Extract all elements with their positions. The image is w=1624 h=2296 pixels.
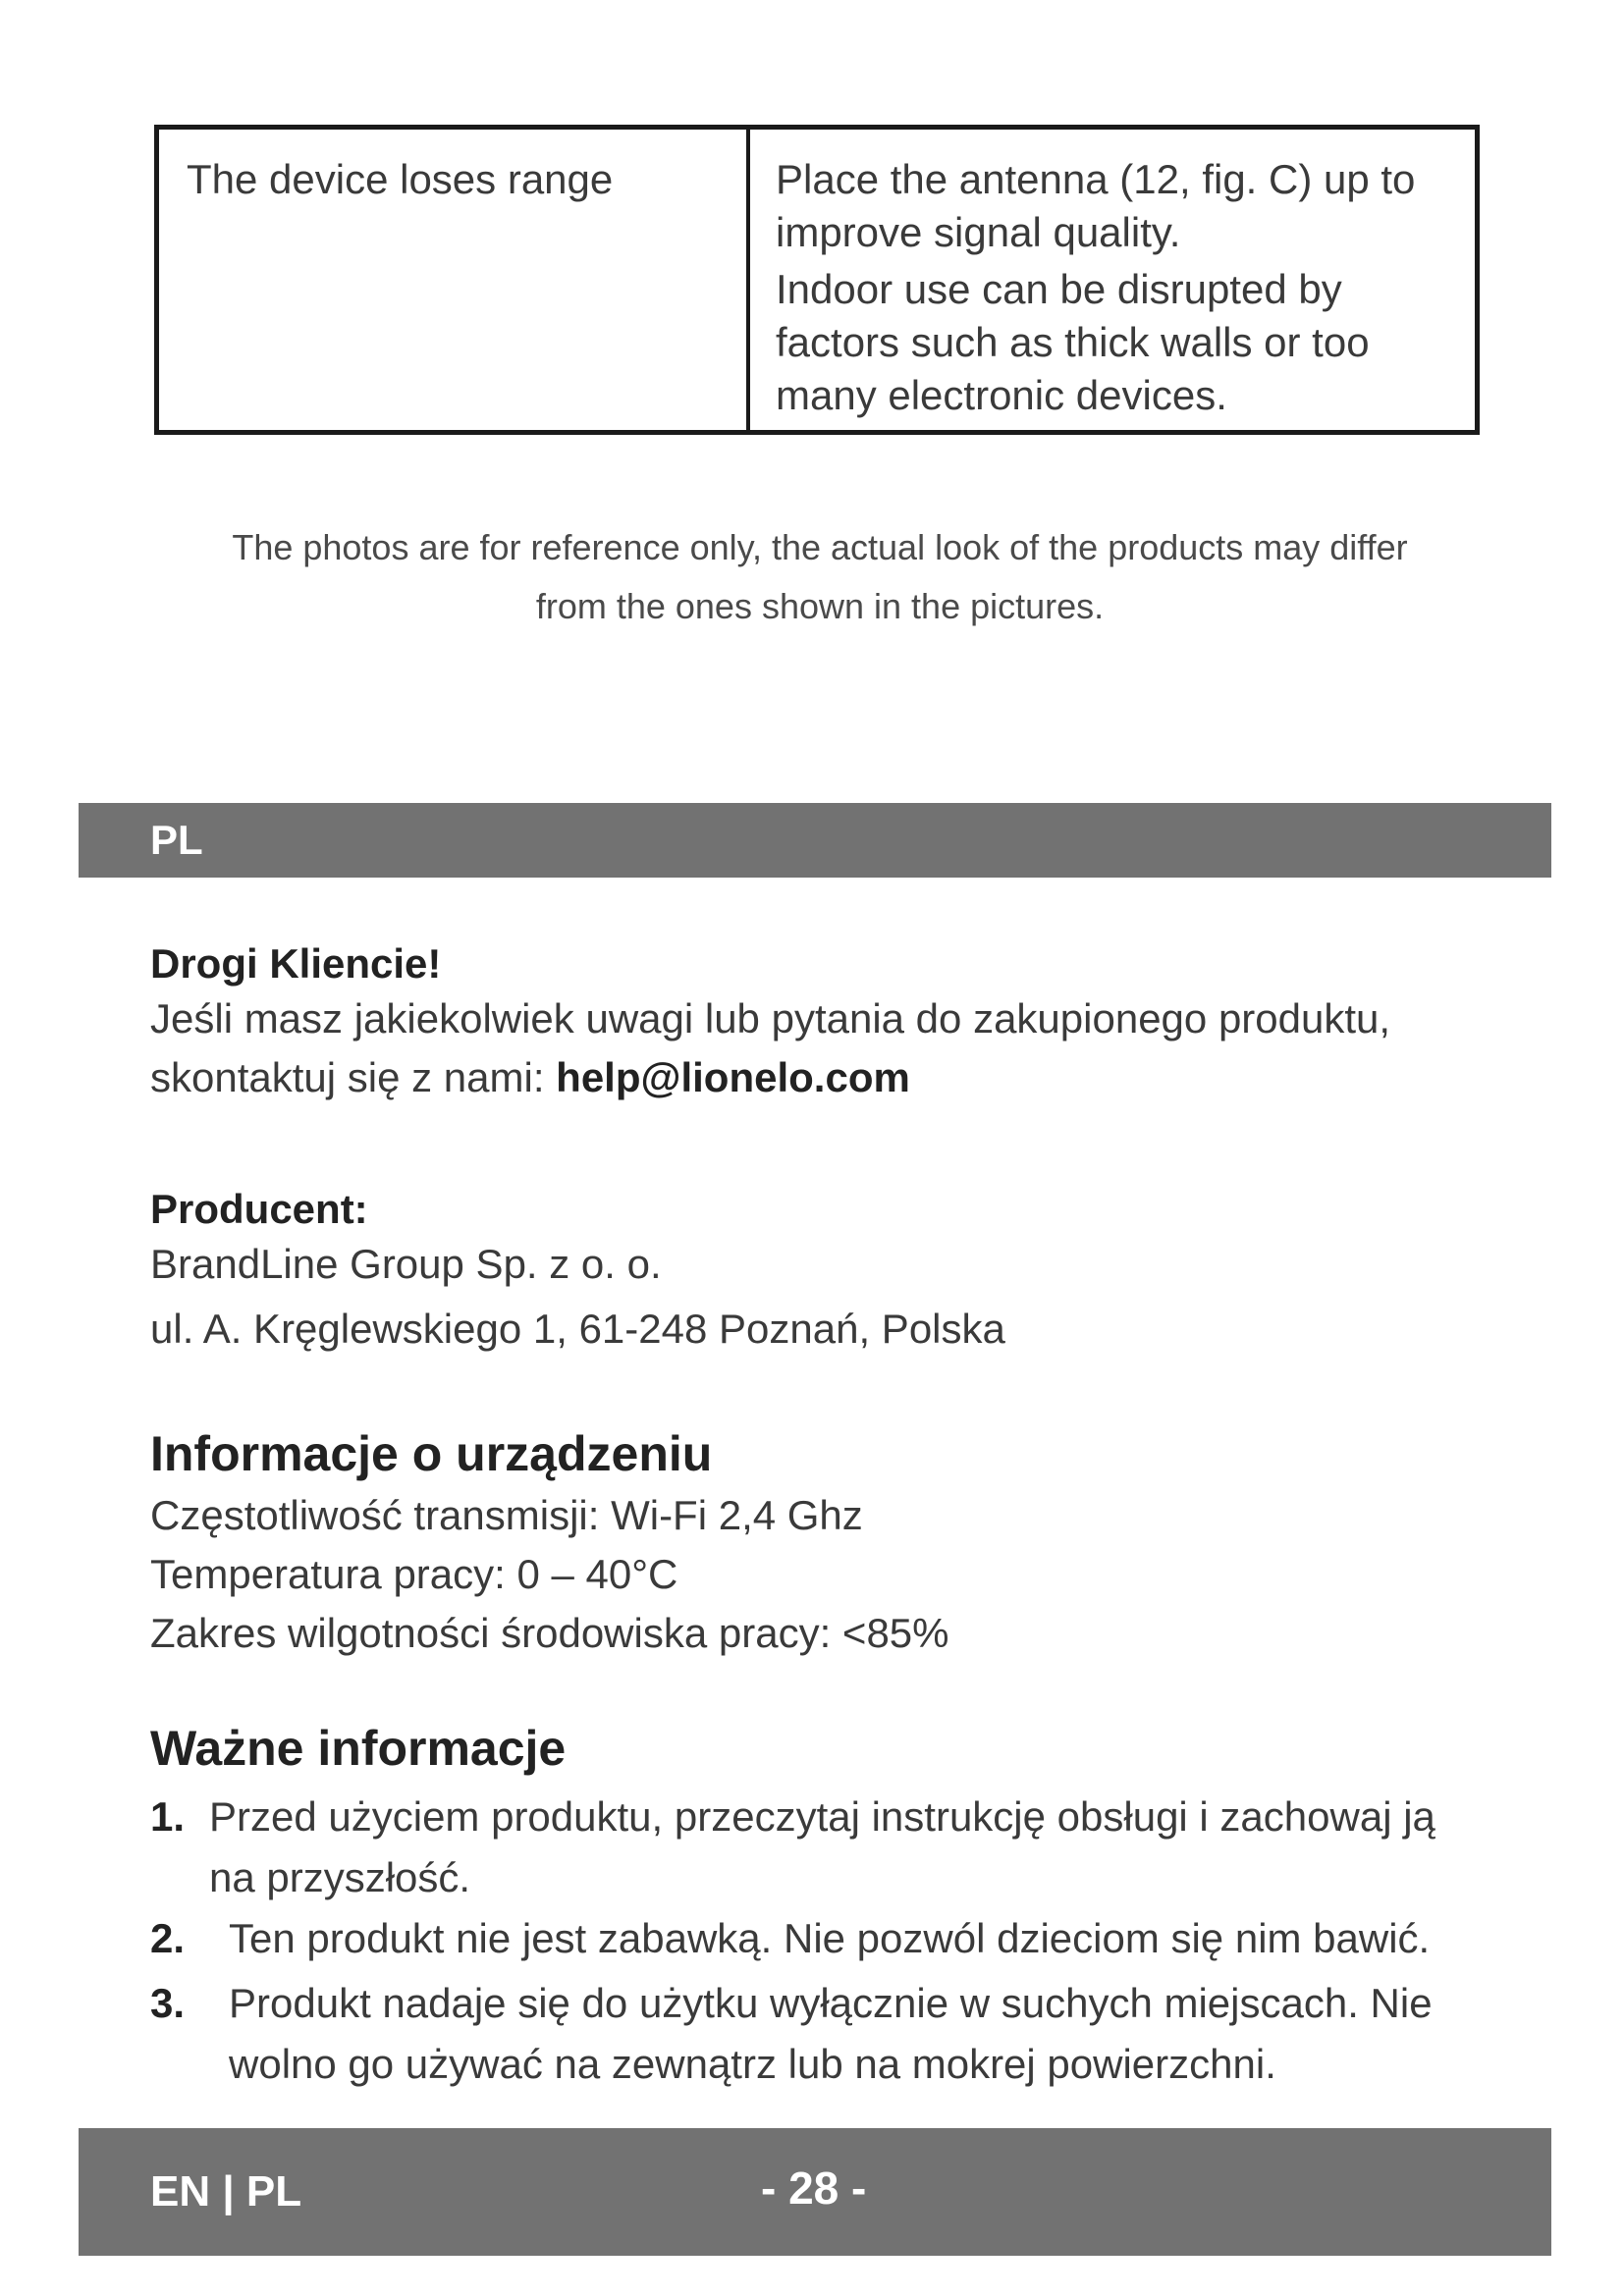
footer-bar: [79, 2128, 1551, 2256]
producer-block: [150, 1186, 1525, 1359]
troubleshooting-table: [154, 125, 1480, 435]
list-number: 1.: [150, 1793, 186, 1840]
table-column-divider: [746, 130, 750, 430]
important-title: Ważne informacje: [150, 1721, 567, 1776]
footer-language: EN | PL: [150, 2167, 302, 2216]
list-text-content: Przed użyciem produktu, przeczytaj instrukcję obsługi i zachowaj ją na przyszłość.: [209, 1793, 1435, 1900]
producer-title: Producent:: [150, 1186, 368, 1232]
producer-company: BrandLine Group Sp. z o. o.: [150, 1241, 662, 1287]
list-text: Ten produkt nie jest zabawką. Nie pozwól dzieciom się nim bawić.: [229, 1915, 1431, 1961]
section-label: PL: [150, 817, 203, 863]
contact-line: [150, 1048, 1525, 1107]
list-item: [150, 1787, 1525, 1908]
section-header-bar: [79, 803, 1551, 878]
problem-cell: The device loses range: [187, 156, 614, 202]
page-number: - 28 -: [761, 2163, 867, 2214]
list-item: [150, 1908, 1525, 1969]
contact-email[interactable]: help@lionelo.com: [556, 1054, 910, 1100]
contact-prefix: skontaktuj się z nami:: [150, 1054, 557, 1100]
device-info-line: Temperatura pracy: 0 – 40°C: [150, 1551, 678, 1597]
list-text: [209, 1787, 1525, 1908]
device-info-block: [150, 1425, 1525, 1663]
solution-line: Place the antenna (12, fig. C) up to improve signal quality.: [776, 156, 1416, 255]
producer-address: ul. A. Kręglewskiego 1, 61-248 Poznań, Polska: [150, 1306, 1005, 1352]
important-list: [150, 1787, 1525, 2095]
greeting-title: Drogi Kliencie!: [150, 940, 442, 987]
solution-line: Indoor use can be disrupted by factors such as thick walls or too many electronic devices.: [776, 266, 1370, 418]
greeting-line: Jeśli masz jakiekolwiek uwagi lub pytania do zakupionego produktu,: [150, 995, 1391, 1041]
list-number: 2.: [150, 1915, 186, 1961]
photo-disclaimer: [157, 518, 1483, 636]
important-title-block: [150, 1720, 1525, 1777]
device-info-line: Zakres wilgotności środowiska pracy: <85%: [150, 1610, 949, 1656]
device-info-line: Częstotliwość transmisji: Wi-Fi 2,4 Ghz: [150, 1492, 863, 1538]
list-number: 3.: [150, 1980, 186, 2026]
list-item: [150, 1973, 1525, 2095]
device-info-title: Informacje o urządzeniu: [150, 1426, 713, 1481]
solution-cell: [776, 153, 1453, 422]
greeting-block: [150, 940, 1525, 1107]
disclaimer-line: from the ones shown in the pictures.: [535, 586, 1105, 626]
disclaimer-line: The photos are for reference only, the actual look of the products may differ: [232, 527, 1408, 567]
list-text: Produkt nadaje się do użytku wyłącznie w suchych miejscach. Nie wolno go używać na zewnątrz lub na mokrej powierzchni.: [229, 1980, 1433, 2087]
